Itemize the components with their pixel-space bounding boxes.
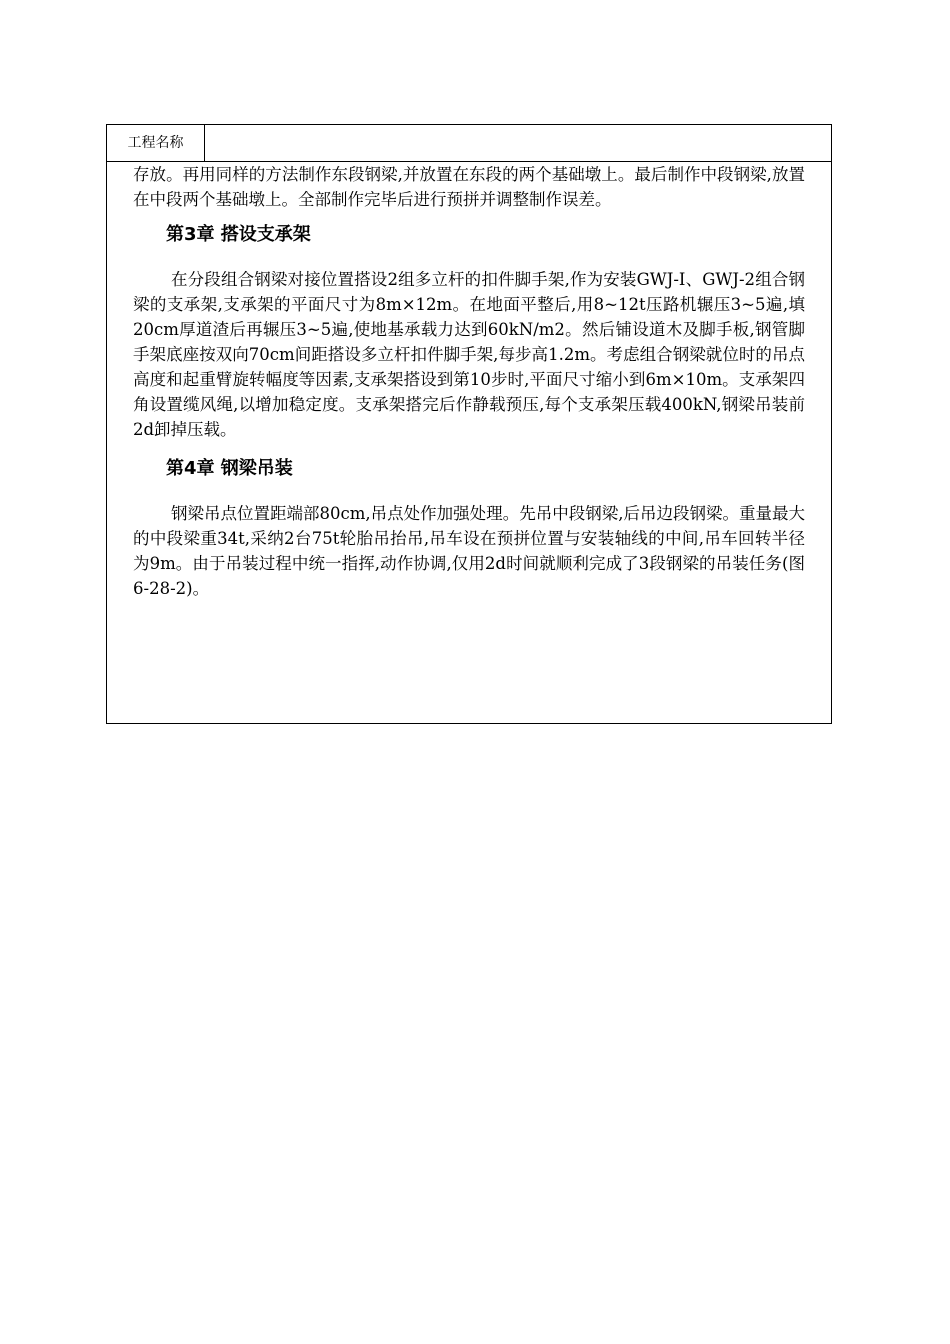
project-name-value bbox=[205, 125, 831, 161]
document-form bbox=[106, 124, 832, 724]
chapter-3-heading: 第3章 搭设支承架 bbox=[166, 224, 311, 245]
project-name-label: 工程名称 bbox=[107, 125, 205, 161]
document-body bbox=[133, 162, 805, 601]
form-header-row bbox=[107, 125, 831, 162]
chapter-4-heading: 第4章 钢梁吊装 bbox=[166, 458, 293, 479]
chapter-4-paragraph: 钢梁吊点位置距端部80cm,吊点处作加强处理。先吊中段钢梁,后吊边段钢梁。重量最大的中段梁重34t,采纳2台75t轮胎吊抬吊,吊车设在预拼位置与安装轴线的中间,吊车回转半径为9m。由于吊装过程中统一指挥,动作协调,仅用2d时间就顺利完成了3段钢梁的吊装任务(图6-28-2)。 bbox=[133, 504, 805, 598]
chapter-3-paragraph: 在分段组合钢梁对接位置搭设2组多立杆的扣件脚手架,作为安装GWJ-I、GWJ-2组合钢梁的支承架,支承架的平面尺寸为8m×12m。在地面平整后,用8~12t压路机辗压3~5遍,填20cm厚道渣后再辗压3~5遍,使地基承载力达到60kN/m2。然后铺设道木及脚手板,钢管脚手架底座按双向70cm间距搭设多立杆扣件脚手架,每步高1.2m。考虑组合钢梁就位时的吊点高度和起重臂旋转幅度等因素,支承架搭设到第10步时,平面尺寸缩小到6m×10m。支承架四角设置缆风绳,以增加稳定度。支承架搭完后作静载预压,每个支承架压载400kN,钢梁吊装前2d卸掉压载。 bbox=[133, 270, 805, 439]
continuation-paragraph: 存放。再用同样的方法制作东段钢梁,并放置在东段的两个基础墩上。最后制作中段钢梁,放置在中段两个基础墩上。全部制作完毕后进行预拼并调整制作误差。 bbox=[133, 165, 805, 209]
